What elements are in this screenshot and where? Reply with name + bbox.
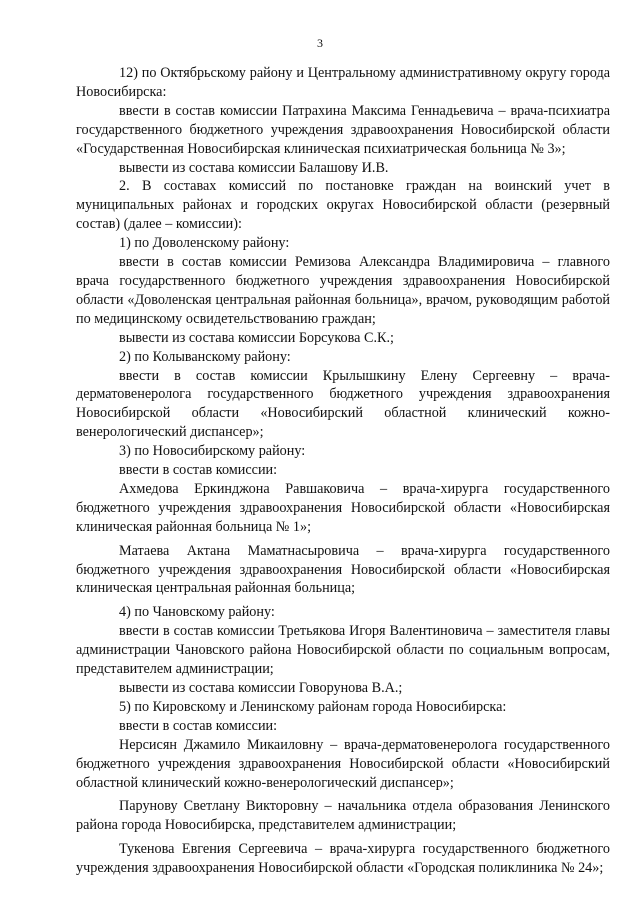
paragraph: Матаева Актана Маматнасыровича – врача-хирурга государственного бюджетного учреждения здравоохранения Новосибирской области «Новосибирская клиническая центральная районная больница;	[76, 542, 610, 597]
paragraph: вывести из состава комиссии Балашову И.В.	[119, 159, 389, 176]
paragraph: 3) по Новосибирскому району:	[119, 443, 306, 460]
paragraph: Тукенова Евгения Сергеевича – врача-хирурга государственного бюджетного учреждения здравоохранения Новосибирской области «Городская поликлиника № 24»;	[76, 841, 610, 877]
paragraph: Ахмедова Еркинджона Равшаковича – врача-хирурга государственного бюджетного учреждения здравоохранения Новосибирской области «Новосибирская клиническая районная больница № 1»;	[76, 480, 610, 535]
paragraph: 1) по Доволенскому району:	[119, 235, 290, 252]
paragraph: ввести в состав комиссии:	[119, 717, 278, 734]
paragraph: Нерсисян Джамило Микаиловну – врача-дерматовенеролога государственного бюджетного учреждения здравоохранения Новосибирской области «Новосибирский областной клинический кожно-венерологический диспансер»;	[76, 736, 610, 791]
paragraph: вывести из состава комиссии Говорунова В.А.;	[119, 680, 403, 696]
paragraph: ввести в состав комиссии Крылышкину Елену Сергеевну – врача-дерматовенеролога государственного бюджетного учреждения здравоохранения Новосибирской области «Новосибирский областной клинический кожно-венерологический диспансер»;	[76, 367, 610, 441]
paragraph: ввести в состав комиссии Патрахина Максима Геннадьевича – врача-психиатра государственного бюджетного учреждения здравоохранения Новосибирской области «Государственная Новосибирская клиническая психиатрическая больница № 3»;	[76, 102, 610, 157]
paragraph: 5) по Кировскому и Ленинскому районам города Новосибирска:	[119, 698, 507, 715]
paragraph: ввести в состав комиссии:	[119, 462, 278, 479]
paragraph: ввести в состав комиссии Третьякова Игоря Валентиновича – заместителя главы администрации Чановского района Новосибирской области по социальным вопросам, представителем администрации;	[76, 623, 610, 678]
paragraph: Парунову Светлану Викторовну – начальника отдела образования Ленинского района города Новосибирска, представителем администрации;	[76, 798, 610, 834]
paragraph: 2) по Колыванскому району:	[119, 348, 291, 365]
paragraph: 4) по Чановскому району:	[119, 604, 275, 621]
document-body	[76, 64, 610, 878]
paragraph: 12) по Октябрьскому району и Центральному административному округу города Новосибирска:	[76, 65, 610, 100]
paragraph: вывести из состава комиссии Борсукова С.К.;	[119, 329, 394, 346]
paragraph: ввести в состав комиссии Ремизова Александра Владимировича – главного врача государственного бюджетного учреждения здравоохранения Новосибирской области «Доволенская центральная районная больница», врачом, руководящим работой по медицинскому освидетельствованию граждан;	[76, 254, 610, 327]
page-number: 3	[317, 36, 323, 50]
paragraph: 2. В составах комиссий по постановке граждан на воинский учет в муниципальных районах и городских округах Новосибирской области (резервный состав) (далее – комиссии):	[76, 178, 610, 233]
